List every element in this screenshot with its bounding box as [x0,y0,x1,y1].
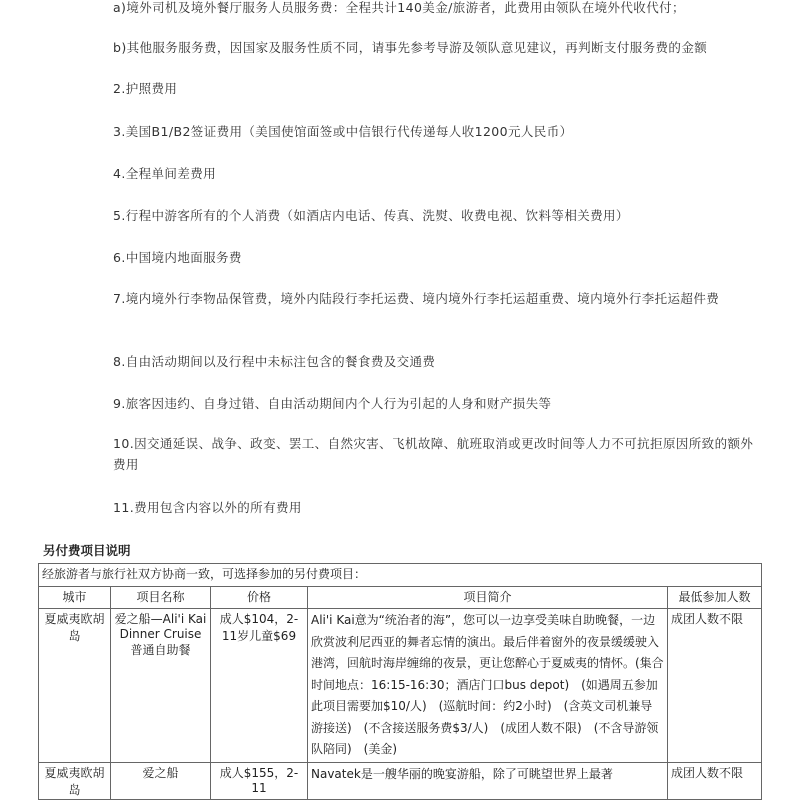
item-line: 10.因交通延误、战争、政变、罢工、自然灾害、飞机故障、航班取消或更改时间等人力不可抗拒原因所致的额外费用 [113,436,754,472]
table-intro-row [39,564,762,587]
price-cell: 成人$155，2-11 [211,762,308,799]
item-line: 11.费用包含内容以外的所有费用 [113,500,302,515]
description-cell: Ali'i Kai意为“统治者的海”，您可以一边享受美味自助晚餐，一边欣赏波利尼西亚的舞者忘情的演出。最后伴着窗外的夜景缓缓驶入港湾，回航时海岸缠绵的夜景，更让您醉心于夏威夷的情怀。(集合时间地点：16:15-16:30；酒店门口bus depot) (如遇周五参加此项目需要加$10/人) (巡航时间：约2小时) (含英文司机兼导游接送) (不含接送服务费$3/人) (成团人数不限) (不含导游领队陪同) (美金) [308,609,668,763]
min-participants-cell: 成团人数不限 [668,609,762,763]
item-line: 8.自由活动期间以及行程中未标注包含的餐食费及交通费 [113,354,436,369]
column-header: 价格 [211,587,308,609]
item-line: 9.旅客因违约、自身过错、自由活动期间内个人行为引起的人身和财产损失等 [113,396,552,411]
table-intro-text: 经旅游者与旅行社双方协商一致，可选择参加的另付费项目： [39,564,762,587]
item-line: 7.境内境外行李物品保管费，境外内陆段行李托运费、境内境外行李托运超重费、境内境外行李托运超件费 [113,291,720,306]
project-name-cell: 爱之船 [111,762,211,799]
optional-fee-table [38,563,762,800]
table-row [39,609,762,763]
section-title: 另付费项目说明 [43,543,131,558]
table-row [39,762,762,799]
min-participants-cell: 成团人数不限 [668,762,762,799]
item-line: 4.全程单间差费用 [113,166,217,181]
city-cell: 夏威夷欧胡岛 [39,609,111,763]
column-header: 项目简介 [308,587,668,609]
column-header: 最低参加人数 [668,587,762,609]
item-line: 5.行程中游客所有的个人消费（如酒店内电话、传真、洗熨、收费电视、饮料等相关费用） [113,208,629,223]
city-cell: 夏威夷欧胡岛 [39,762,111,799]
item-line: 2.护照费用 [113,81,178,96]
description-cell: Navatek是一艘华丽的晚宴游船，除了可眺望世界上最著 [308,762,668,799]
item-line: 6.中国境内地面服务费 [113,250,242,265]
column-header: 项目名称 [111,587,211,609]
item-line: 3.美国B1/B2签证费用（美国使馆面签或中信银行代传递每人收1200元人民币） [113,124,573,139]
project-name-cell: 爱之船—Ali'i Kai Dinner Cruise普通自助餐 [111,609,211,763]
item-line: b)其他服务服务费，因国家及服务性质不同，请事先参考导游及领队意见建议，再判断支付服务费的金额 [113,40,708,55]
table-header-row [39,587,762,609]
column-header: 城市 [39,587,111,609]
item-line: a)境外司机及境外餐厅服务人员服务费：全程共计140美金/旅游者，此费用由领队在境外代收代付； [113,0,685,15]
price-cell: 成人$104，2-11岁儿童$69 [211,609,308,763]
